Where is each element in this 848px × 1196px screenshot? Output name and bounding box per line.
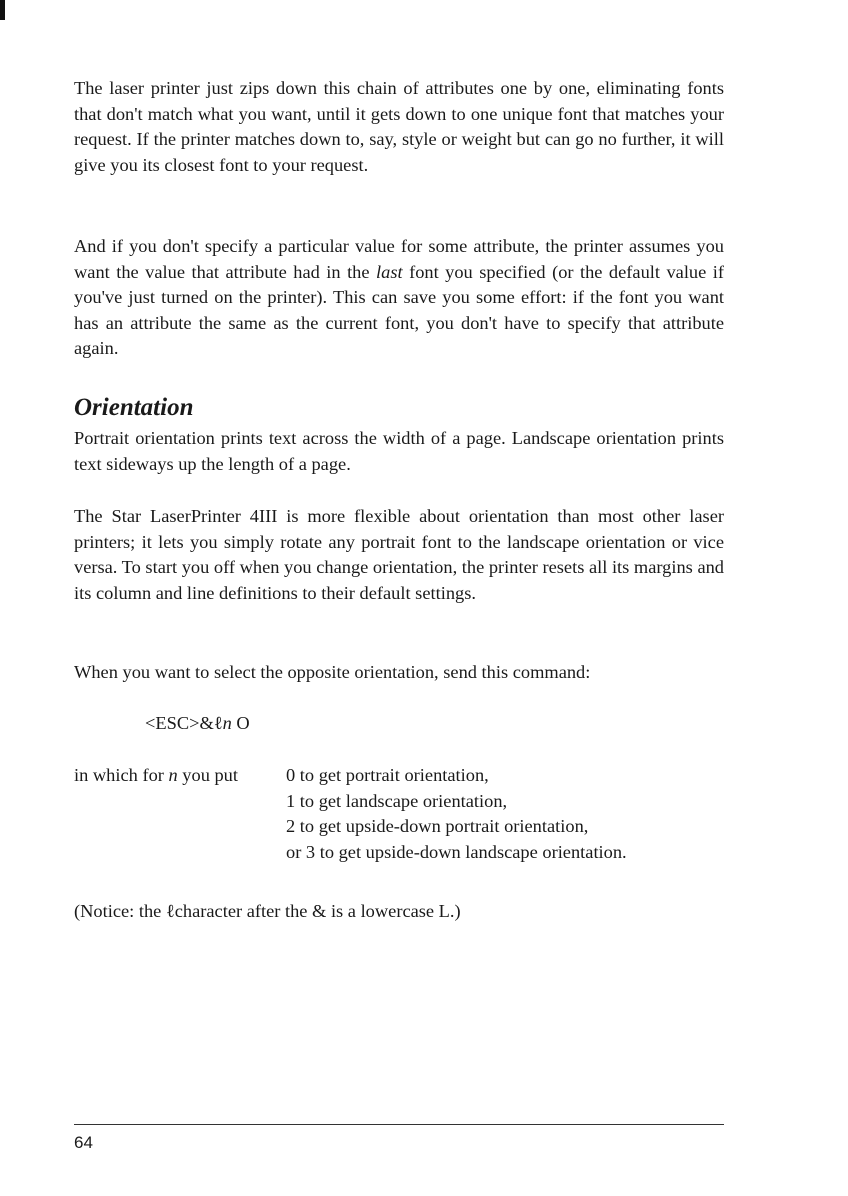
emphasis-last: last [376,261,403,282]
paragraph-2-end: font you specified (or the default value if you've just turned on the printer). This can save you some effort: if the font you want has an attribute the same as the current font, you don't have to specify that attribute again. [74,261,724,358]
option-portrait: 0 to get portrait orientation, [286,765,489,785]
option-upside-down-portrait: 2 to get upside-down portrait orientation, [286,816,589,836]
paragraph-2-text [74,234,724,362]
option-upside-down-landscape: or 3 to get upside-down landscape orientation. [286,841,627,862]
footer-rule [74,1124,724,1125]
option-landscape: 1 to get landscape orientation, [286,790,508,811]
orientation-options-list [286,763,627,865]
paragraph-5-text: When you want to select the opposite orientation, send this command: [74,662,591,682]
note-l-char: ℓ [165,901,175,921]
escape-command [145,711,250,736]
paragraph-attribute-chain [74,76,724,178]
paragraph-command-intro [74,660,724,686]
page-number: 64 [74,1133,93,1152]
command-n-variable: n [222,713,232,733]
note-before: (Notice: the [74,901,166,921]
where-clause [74,763,238,789]
paragraph-3-text: Portrait orientation prints text across the width of a page. Landscape orientation prints text sideways up the length of a page. [74,428,724,474]
where-after: you put [177,765,238,785]
paragraph-4-text: The Star LaserPrinter 4III is more flexible about orientation than most other laser printers; it lets you simply rotate any portrait font to the landscape orientation or vice versa. To start you off when you change orientation, the printer resets all its margins and its column and line definitions to their default settings. [74,506,724,603]
notice-note [74,899,461,925]
where-n-variable: n [168,765,178,785]
paragraph-orientation-intro [74,426,724,477]
command-l-char: ℓ [213,713,223,733]
paragraph-2-start: And if you don't specify a particular value for some attribute, the printer assumes you want the value that attribute had in the [74,236,724,282]
scan-edge-mark [0,0,5,20]
command-suffix: O [231,713,250,733]
paragraph-default-values [74,234,724,362]
command-prefix: <ESC>& [145,713,214,733]
where-before: in which for [74,765,169,785]
paragraph-1-text: The laser printer just zips down this chain of attributes one by one, eliminating fonts that don't match what you want, until it gets down to one unique font that matches your request. If the printer matches down to, say, style or weight but can go no further, it will give you its closest font to your request. [74,78,724,175]
note-after: character after the & is a lowercase L.) [174,901,461,921]
section-heading-orientation: Orientation [74,394,194,421]
paragraph-printer-flexibility [74,504,724,606]
